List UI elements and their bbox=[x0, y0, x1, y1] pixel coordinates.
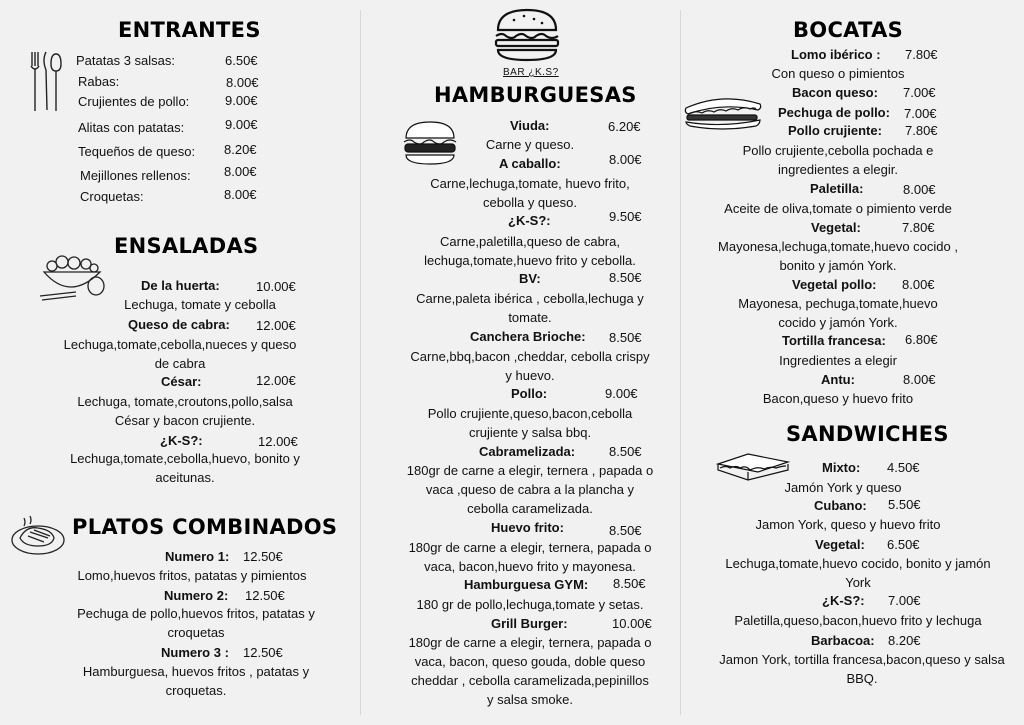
menu-item-desc: Paletilla,queso,bacon,huevo frito y lechuga bbox=[734, 613, 982, 628]
menu-item-name: Patatas 3 salsas: bbox=[76, 53, 175, 68]
menu-item-desc: Jamón York y queso bbox=[784, 480, 902, 495]
menu-item-desc: 180gr de carne a elegir, ternera, papada o vaca, bacon,huevo frito y mayonesa. bbox=[408, 540, 652, 574]
menu-item-name: De la huerta: bbox=[141, 278, 220, 293]
menu-item-name: Huevo frito: bbox=[491, 520, 564, 535]
menu-item-name: ¿K-S?: bbox=[822, 593, 865, 608]
menu-item-price: 8.00€ bbox=[224, 164, 257, 179]
menu-item-desc: Pollo crujiente,cebolla pochada e ingredientes a elegir. bbox=[742, 143, 934, 177]
menu-item-desc: Con queso o pimientos bbox=[771, 66, 905, 81]
menu-item-name: Pechuga de pollo: bbox=[778, 105, 890, 120]
menu-item-price: 12.50€ bbox=[243, 645, 283, 660]
menu-item-name: Pollo crujiente: bbox=[788, 123, 882, 138]
menu-item-name: Numero 3 : bbox=[161, 645, 229, 660]
menu-item-price: 8.20€ bbox=[224, 142, 257, 157]
logo-text: BAR ¿K.S? bbox=[503, 67, 559, 78]
menu-item-price: 7.00€ bbox=[888, 593, 921, 608]
menu-item-desc: Ingredientes a elegir bbox=[779, 353, 897, 368]
menu-item-name: ¿K-S?: bbox=[508, 213, 551, 228]
menu-item-desc: Jamon York, queso y huevo frito bbox=[755, 517, 941, 532]
menu-item-desc: Carne,paletilla,queso de cabra, lechuga,tomate,huevo frito y cebolla. bbox=[424, 234, 636, 268]
menu-item-name: Vegetal pollo: bbox=[792, 277, 877, 292]
menu-item-name: Cabramelizada: bbox=[479, 444, 576, 459]
menu-item-name: Pollo: bbox=[511, 386, 548, 401]
menu-item-desc: Lechuga, tomate y cebolla bbox=[124, 297, 276, 312]
menu-item-price: 8.00€ bbox=[226, 75, 259, 90]
menu-item-price: 8.50€ bbox=[609, 330, 642, 345]
menu-item-name: Tequeños de queso: bbox=[78, 144, 196, 159]
menu-item-price: 8.00€ bbox=[902, 277, 935, 292]
menu-item-name: Lomo ibérico : bbox=[791, 47, 881, 62]
menu-item-price: 8.20€ bbox=[888, 633, 921, 648]
column-divider-left bbox=[360, 10, 361, 715]
menu-item-desc: Lechuga,tomate,huevo cocido, bonito y jamón York bbox=[725, 556, 991, 590]
menu-item-price: 9.00€ bbox=[225, 93, 258, 108]
menu-item-desc: 180gr de carne a elegir, ternera, papada o vaca, bacon, queso gouda, doble queso cheddar , cebolla caramelizada,pepinillos y salsa smoke. bbox=[408, 635, 652, 707]
burger-logo-icon bbox=[492, 6, 562, 64]
menu-item-name: Croquetas: bbox=[80, 189, 144, 204]
menu-item-name: Grill Burger: bbox=[491, 616, 568, 631]
sandwiches-title: SANDWICHES bbox=[786, 422, 949, 446]
menu-item-desc: Mayonesa, pechuga,tomate,huevo cocido y jamón York. bbox=[738, 296, 938, 330]
menu-item-price: 8.00€ bbox=[903, 372, 936, 387]
menu-item-price: 9.00€ bbox=[225, 117, 258, 132]
menu-item-price: 8.50€ bbox=[609, 270, 642, 285]
menu-item-price: 6.50€ bbox=[887, 537, 920, 552]
steak-icon bbox=[8, 512, 68, 558]
menu-item-desc: 180 gr de pollo,lechuga,tomate y setas. bbox=[416, 597, 644, 612]
menu-item-price: 8.00€ bbox=[609, 152, 642, 167]
menu-item-desc: Carne,bbq,bacon ,cheddar, cebolla crispy y huevo. bbox=[410, 349, 650, 383]
menu-item-price: 8.50€ bbox=[613, 576, 646, 591]
menu-item-price: 4.50€ bbox=[887, 460, 920, 475]
menu-item-price: 12.00€ bbox=[256, 373, 296, 388]
menu-item-desc: 180gr de carne a elegir, ternera , papada o vaca ,queso de cabra a la plancha y cebolla caramelizada. bbox=[406, 463, 654, 516]
entrantes-title: ENTRANTES bbox=[118, 18, 261, 42]
menu-item-name: César: bbox=[161, 374, 202, 389]
sandwich-icon bbox=[714, 450, 794, 482]
menu-item-name: Antu: bbox=[821, 372, 855, 387]
menu-item-price: 7.80€ bbox=[905, 47, 938, 62]
menu-item-name: Bacon queso: bbox=[792, 85, 878, 100]
menu-item-name: Numero 1: bbox=[165, 549, 230, 564]
menu-item-price: 8.00€ bbox=[224, 187, 257, 202]
cutlery-icon bbox=[26, 50, 66, 116]
menu-item-name: Canchera Brioche: bbox=[470, 329, 586, 344]
menu-item-price: 6.50€ bbox=[225, 53, 258, 68]
menu-item-name: Mixto: bbox=[822, 460, 861, 475]
menu-item-desc: Lomo,huevos fritos, patatas y pimientos bbox=[77, 568, 307, 583]
menu-item-name: Mejillones rellenos: bbox=[80, 168, 191, 183]
menu-item-desc: Carne y queso. bbox=[485, 137, 575, 152]
platos-title: PLATOS COMBINADOS bbox=[72, 515, 338, 539]
ensaladas-title: ENSALADAS bbox=[114, 234, 259, 258]
menu-item-name: Tortilla francesa: bbox=[782, 333, 886, 348]
menu-item-name: Numero 2: bbox=[164, 588, 229, 603]
menu-item-name: Hamburguesa GYM: bbox=[464, 577, 589, 592]
menu-item-name: Crujientes de pollo: bbox=[78, 94, 190, 109]
menu-item-price: 7.00€ bbox=[904, 106, 937, 121]
baguette-sandwich-icon bbox=[682, 96, 764, 128]
menu-item-desc: Jamon York, tortilla francesa,bacon,queso y salsa BBQ. bbox=[719, 652, 1005, 686]
menu-item-desc: Mayonesa,lechuga,tomate,huevo cocido , bonito y jamón York. bbox=[718, 239, 958, 273]
menu-item-desc: Lechuga,tomate,cebolla,huevo, bonito y aceitunas. bbox=[70, 451, 300, 485]
menu-item-name: A caballo: bbox=[499, 156, 561, 171]
menu-item-name: Vegetal: bbox=[811, 220, 861, 235]
menu-item-price: 10.00€ bbox=[612, 616, 652, 631]
menu-item-price: 12.00€ bbox=[256, 318, 296, 333]
menu-item-price: 7.00€ bbox=[903, 85, 936, 100]
menu-item-price: 8.50€ bbox=[609, 444, 642, 459]
menu-item-desc: Aceite de oliva,tomate o pimiento verde bbox=[724, 201, 952, 216]
menu-item-desc: Bacon,queso y huevo frito bbox=[762, 391, 914, 406]
menu-item-name: Vegetal: bbox=[815, 537, 865, 552]
menu-item-price: 12.50€ bbox=[243, 549, 283, 564]
menu-item-desc: Pechuga de pollo,huevos fritos, patatas y croquetas bbox=[77, 606, 315, 640]
menu-item-desc: Lechuga, tomate,croutons,pollo,salsa César y bacon crujiente. bbox=[77, 394, 293, 428]
menu-item-name: BV: bbox=[519, 271, 541, 286]
menu-item-price: 8.00€ bbox=[903, 182, 936, 197]
menu-item-name: Rabas: bbox=[78, 74, 120, 89]
menu-item-name: Paletilla: bbox=[810, 181, 864, 196]
menu-item-name: Barbacoa: bbox=[811, 633, 875, 648]
menu-item-desc: Carne,lechuga,tomate, huevo frito, cebolla y queso. bbox=[430, 176, 630, 210]
menu-item-price: 6.80€ bbox=[905, 332, 938, 347]
menu-item-desc: Pollo crujiente,queso,bacon,cebolla crujiente y salsa bbq. bbox=[427, 406, 633, 440]
hamburguesas-title: HAMBURGUESAS bbox=[434, 83, 637, 107]
menu-item-price: 9.00€ bbox=[605, 386, 638, 401]
menu-item-price: 5.50€ bbox=[888, 497, 921, 512]
menu-item-desc: Carne,paleta ibérica , cebolla,lechuga y tomate. bbox=[416, 291, 644, 325]
menu-item-price: 7.80€ bbox=[905, 123, 938, 138]
menu-item-desc: Lechuga,tomate,cebolla,nueces y queso de cabra bbox=[63, 337, 297, 371]
menu-item-price: 9.50€ bbox=[609, 209, 642, 224]
menu-item-name: Viuda: bbox=[510, 118, 550, 133]
column-divider-right bbox=[680, 10, 681, 715]
menu-item-name: Alitas con patatas: bbox=[78, 120, 185, 135]
menu-item-price: 12.00€ bbox=[258, 434, 298, 449]
menu-item-price: 6.20€ bbox=[608, 119, 641, 134]
menu-item-name: Cubano: bbox=[814, 498, 867, 513]
menu-item-name: Queso de cabra: bbox=[128, 317, 230, 332]
bocatas-title: BOCATAS bbox=[793, 18, 904, 42]
menu-item-name: ¿K-S?: bbox=[160, 433, 203, 448]
menu-item-price: 12.50€ bbox=[245, 588, 285, 603]
menu-item-price: 8.50€ bbox=[609, 523, 642, 538]
menu-item-desc: Hamburguesa, huevos fritos , patatas y croquetas. bbox=[82, 664, 310, 698]
menu-item-price: 10.00€ bbox=[256, 279, 296, 294]
menu-item-price: 7.80€ bbox=[902, 220, 935, 235]
